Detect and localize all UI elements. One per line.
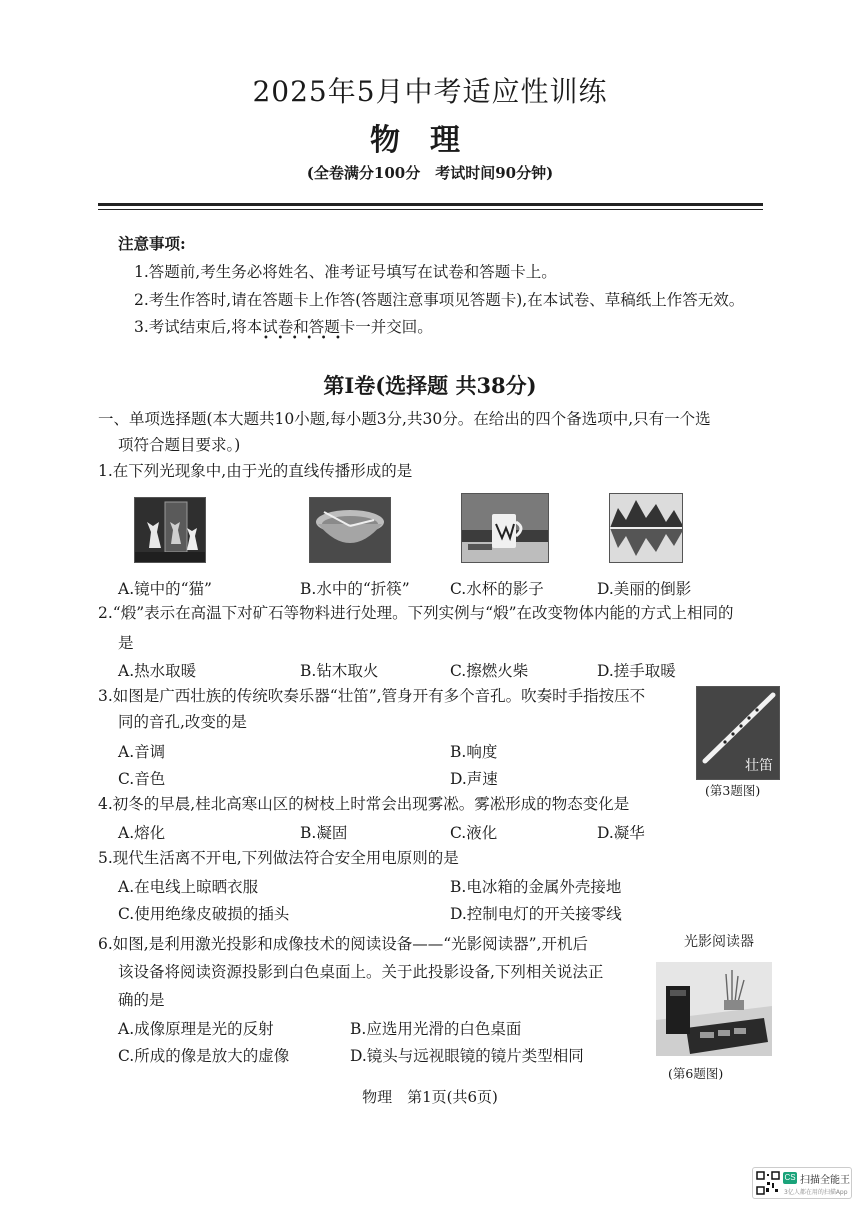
notice-item-1: 1.答题前,考生务必将姓名、准考证号填写在试卷和答题卡上。	[134, 263, 557, 281]
flute-label: 壮笛	[745, 758, 773, 774]
question-3-stem-line2: 同的音孔,改变的是	[118, 713, 247, 731]
q2-option-c: C.擦燃火柴	[450, 662, 529, 680]
q4-option-a: A.熔化	[118, 824, 166, 842]
section-instructions-line1: 一、单项选择题(本大题共10小题,每小题3分,共30分。在给出的四个备选项中,只有一个选	[98, 410, 711, 428]
exam-title: 2025年5月中考适应性训练	[252, 75, 608, 108]
q2-option-b: B.钻木取火	[300, 662, 379, 680]
question-2-stem-line1: 2.“煅”表示在高温下对矿石等物料进行处理。下列实例与“煅”在改变物体内能的方式上相同的	[98, 604, 734, 622]
q4-option-d: D.凝华	[597, 824, 645, 842]
scanner-app-name: 扫描全能王	[800, 1175, 850, 1186]
q1-option-d: D.美丽的倒影	[597, 580, 692, 598]
question-4-stem: 4.初冬的早晨,桂北高寒山区的树枝上时常会出现雾凇。雾凇形成的物态变化是	[98, 795, 630, 813]
q6-reader-figure	[656, 962, 772, 1056]
scanner-badge	[752, 1167, 852, 1199]
notice-item-2: 2.考生作答时,请在答题卡上作答(答题注意事项见答题卡),在本试卷、草稿纸上作答无效。	[134, 291, 745, 309]
q2-option-a: A.热水取暖	[118, 662, 197, 680]
q1-option-a: A.镜中的“猫”	[118, 580, 212, 598]
subject-title: 物理	[370, 123, 490, 158]
q1-option-c: C.水杯的影子	[450, 580, 544, 598]
notice-heading: 注意事项:	[118, 234, 186, 253]
question-5-stem: 5.现代生活离不开电,下列做法符合安全用电原则的是	[98, 849, 459, 867]
q6-option-d: D.镜头与远视眼镜的镜片类型相同	[350, 1047, 584, 1065]
q2-option-d: D.搓手取暖	[597, 662, 676, 680]
q3-option-c: C.音色	[118, 770, 166, 788]
question-1-stem: 1.在下列光现象中,由于光的直线传播形成的是	[98, 462, 413, 480]
q6-option-b: B.应选用光滑的白色桌面	[350, 1020, 522, 1038]
q1-cat-mirror-photo	[134, 497, 206, 563]
question-2-stem-line2: 是	[118, 634, 134, 652]
q5-option-c: C.使用绝缘皮破损的插头	[118, 905, 290, 923]
q3-option-d: D.声速	[450, 770, 498, 788]
q1-cup-shadow-photo	[461, 493, 549, 563]
cup-shadow-icon	[462, 494, 548, 562]
exam-meta: (全卷满分100分 考试时间90分钟)	[306, 164, 554, 182]
q4-option-c: C.液化	[450, 824, 498, 842]
scanner-tagline: 3亿人都在用的扫描App	[784, 1189, 848, 1196]
q3-caption: (第3题图)	[705, 783, 761, 798]
projector-reader-icon	[656, 962, 772, 1056]
q6-option-c: C.所成的像是放大的虚像	[118, 1047, 290, 1065]
question-3-stem-line1: 3.如图是广西壮族的传统吹奏乐器“壮笛”,管身开有多个音孔。吹奏时手指按压不	[98, 687, 646, 705]
emphasis-dots: ••••••	[263, 333, 350, 344]
question-6-stem-line2: 该设备将阅读资源投影到白色桌面上。关于此投影设备,下列相关说法正	[118, 963, 604, 981]
q5-option-a: A.在电线上晾晒衣服	[118, 878, 259, 896]
cs-logo: CS	[784, 1173, 796, 1182]
q4-option-b: B.凝固	[300, 824, 348, 842]
header-rule-thin	[98, 209, 763, 210]
question-6-stem-line3: 确的是	[118, 991, 165, 1009]
q1-reflection-photo	[609, 493, 683, 563]
notice-item-3: 3.考试结束后,将本试卷和答题卡一并交回。	[134, 318, 433, 336]
q3-option-a: A.音调	[118, 743, 166, 761]
bowl-chopsticks-icon	[310, 498, 390, 562]
q6-caption: (第6题图)	[668, 1066, 724, 1081]
qr-code-icon	[756, 1171, 780, 1195]
q5-option-d: D.控制电灯的开关接零线	[450, 905, 622, 923]
question-6-stem-line1: 6.如图,是利用激光投影和成像技术的阅读设备——“光影阅读器”,开机后	[98, 935, 588, 953]
q6-option-a: A.成像原理是光的反射	[118, 1020, 274, 1038]
section-instructions-line2: 项符合题目要求。)	[118, 436, 241, 454]
mountain-reflection-icon	[610, 494, 682, 562]
section-title: 第Ⅰ卷(选择题 共38分)	[323, 373, 537, 398]
q3-option-b: B.响度	[450, 743, 498, 761]
q5-option-b: B.电冰箱的金属外壳接地	[450, 878, 622, 896]
page-footer: 物理 第1页(共6页)	[362, 1088, 498, 1106]
reader-figure-label: 光影阅读器	[684, 934, 754, 950]
q1-option-b: B.水中的“折筷”	[300, 580, 410, 598]
q1-bowl-chopsticks-photo	[309, 497, 391, 563]
header-rule-thick	[98, 203, 763, 206]
q3-flute-figure	[696, 686, 780, 780]
cat-mirror-icon	[135, 498, 205, 562]
